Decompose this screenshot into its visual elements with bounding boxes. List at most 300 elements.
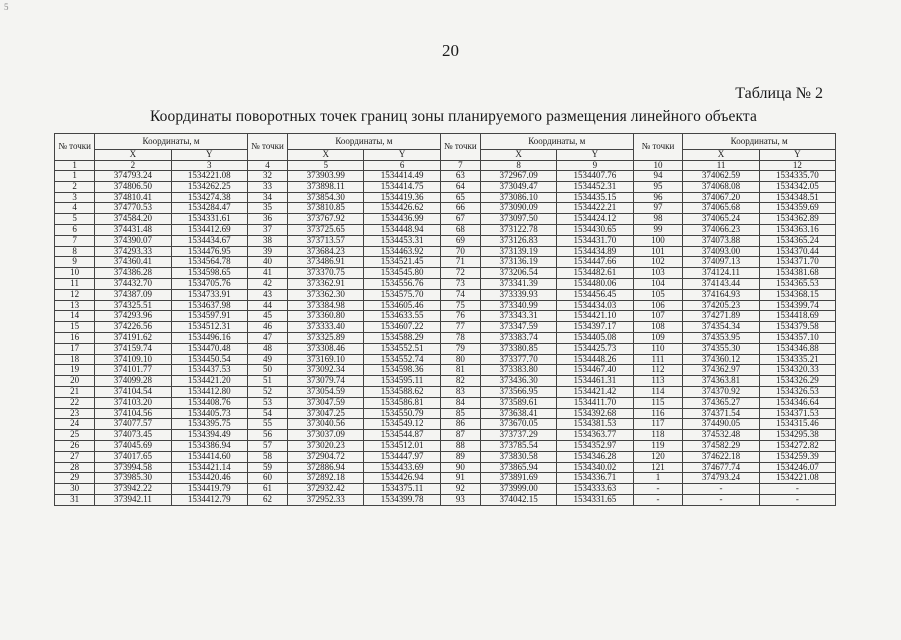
cell-point-no: 42: [247, 278, 287, 289]
table-row: [55, 311, 836, 322]
table-row: [55, 473, 836, 484]
cell-y-coord: 1534348.51: [759, 192, 835, 203]
cell-point-no: 82: [440, 376, 480, 387]
cell-y-coord: 1534419.79: [171, 484, 247, 495]
cell-x-coord: 374293.96: [95, 311, 171, 322]
cell-x-coord: 373737.29: [480, 430, 556, 441]
cell-y-coord: 1534370.44: [759, 246, 835, 257]
cell-point-no: 118: [633, 430, 683, 441]
cell-y-coord: 1534411.70: [557, 397, 633, 408]
cell-y-coord: 1534422.21: [557, 203, 633, 214]
cell-point-no: 9: [55, 257, 95, 268]
cell-y-coord: 1534326.29: [759, 376, 835, 387]
cell-y-coord: 1534597.91: [171, 311, 247, 322]
cell-point-no: 22: [55, 397, 95, 408]
cell-y-coord: 1534434.03: [557, 300, 633, 311]
cell-point-no: 13: [55, 300, 95, 311]
cell-y-coord: 1534346.88: [759, 343, 835, 354]
cell-x-coord: 374205.23: [683, 300, 759, 311]
cell-y-coord: 1534598.65: [171, 268, 247, 279]
column-number: 2: [95, 160, 171, 171]
cell-point-no: 99: [633, 224, 683, 235]
cell-x-coord: 374226.56: [95, 322, 171, 333]
cell-x-coord: 373370.75: [288, 268, 364, 279]
table-row: [55, 332, 836, 343]
cell-y-coord: 1534421.42: [557, 386, 633, 397]
table-row: [55, 451, 836, 462]
cell-point-no: 65: [440, 192, 480, 203]
cell-point-no: 52: [247, 386, 287, 397]
cell-point-no: 58: [247, 451, 287, 462]
cell-y-coord: 1534448.94: [364, 224, 440, 235]
cell-y-coord: 1534331.65: [557, 494, 633, 505]
cell-y-coord: 1534512.01: [364, 440, 440, 451]
cell-y-coord: 1534431.70: [557, 235, 633, 246]
cell-x-coord: 374806.50: [95, 181, 171, 192]
cell-x-coord: 373383.74: [480, 332, 556, 343]
cell-x-coord: 374370.92: [683, 386, 759, 397]
cell-point-no: 43: [247, 289, 287, 300]
cell-point-no: 28: [55, 462, 95, 473]
cell-point-no: 109: [633, 332, 683, 343]
cell-y-coord: 1534433.69: [364, 462, 440, 473]
table-row: [55, 376, 836, 387]
cell-point-no: 81: [440, 365, 480, 376]
cell-point-no: 34: [247, 192, 287, 203]
cell-point-no: 31: [55, 494, 95, 505]
cell-point-no: 3: [55, 192, 95, 203]
cell-point-no: 68: [440, 224, 480, 235]
cell-y-coord: 1534335.70: [759, 171, 835, 182]
cell-x-coord: 372952.33: [288, 494, 364, 505]
cell-point-no: 45: [247, 311, 287, 322]
cell-y-coord: 1534463.92: [364, 246, 440, 257]
cell-x-coord: 374271.89: [683, 311, 759, 322]
cell-point-no: 105: [633, 289, 683, 300]
header-coordinates: Координаты, м: [480, 134, 633, 150]
scan-corner-mark: 5: [4, 2, 9, 12]
cell-y-coord: 1534336.71: [557, 473, 633, 484]
cell-point-no: 104: [633, 278, 683, 289]
cell-point-no: 44: [247, 300, 287, 311]
cell-point-no: 117: [633, 419, 683, 430]
cell-x-coord: 374387.09: [95, 289, 171, 300]
cell-x-coord: 373903.99: [288, 171, 364, 182]
cell-point-no: 25: [55, 430, 95, 441]
cell-y-coord: 1534394.49: [171, 430, 247, 441]
cell-point-no: -: [633, 494, 683, 505]
page-number: 20: [442, 41, 459, 60]
cell-x-coord: 373340.99: [480, 300, 556, 311]
cell-y-coord: 1534414.60: [171, 451, 247, 462]
table-row: [55, 484, 836, 495]
table-row: [55, 192, 836, 203]
cell-x-coord: 374068.08: [683, 181, 759, 192]
cell-point-no: 48: [247, 343, 287, 354]
cell-point-no: 1: [633, 473, 683, 484]
table-row: [55, 203, 836, 214]
cell-y-coord: 1534414.75: [364, 181, 440, 192]
cell-x-coord: 374677.74: [683, 462, 759, 473]
cell-point-no: 80: [440, 354, 480, 365]
cell-point-no: 30: [55, 484, 95, 495]
cell-x-coord: 374124.11: [683, 268, 759, 279]
cell-point-no: 38: [247, 235, 287, 246]
column-number: 9: [557, 160, 633, 171]
cell-point-no: 39: [247, 246, 287, 257]
cell-point-no: 116: [633, 408, 683, 419]
column-number: 1: [55, 160, 95, 171]
cell-y-coord: 1534420.46: [171, 473, 247, 484]
cell-point-no: 29: [55, 473, 95, 484]
cell-x-coord: 373713.57: [288, 235, 364, 246]
cell-y-coord: 1534320.33: [759, 365, 835, 376]
cell-y-coord: 1534381.53: [557, 419, 633, 430]
table-label: Таблица № 2: [735, 85, 823, 102]
cell-x-coord: 374353.95: [683, 332, 759, 343]
cell-x-coord: 374293.33: [95, 246, 171, 257]
cell-x-coord: 372932.42: [288, 484, 364, 495]
cell-y-coord: 1534340.02: [557, 462, 633, 473]
cell-x-coord: 374077.57: [95, 419, 171, 430]
table-row: [55, 181, 836, 192]
cell-y-coord: 1534461.31: [557, 376, 633, 387]
cell-x-coord: 374490.05: [683, 419, 759, 430]
column-number: 10: [633, 160, 683, 171]
cell-x-coord: 374386.28: [95, 268, 171, 279]
cell-point-no: 69: [440, 235, 480, 246]
cell-x-coord: 373047.25: [288, 408, 364, 419]
cell-x-coord: 374582.29: [683, 440, 759, 451]
cell-y-coord: 1534544.87: [364, 430, 440, 441]
cell-point-no: 103: [633, 268, 683, 279]
cell-y-coord: 1534564.78: [171, 257, 247, 268]
cell-point-no: 11: [55, 278, 95, 289]
cell-y-coord: 1534381.68: [759, 268, 835, 279]
cell-y-coord: 1534399.74: [759, 300, 835, 311]
table-row: [55, 440, 836, 451]
cell-point-no: 98: [633, 214, 683, 225]
cell-point-no: 83: [440, 386, 480, 397]
cell-point-no: 112: [633, 365, 683, 376]
column-number-row: [55, 160, 836, 171]
table-row: [55, 343, 836, 354]
cell-y-coord: 1534448.26: [557, 354, 633, 365]
cell-x-coord: 373169.10: [288, 354, 364, 365]
table-body: [55, 171, 836, 506]
cell-y-coord: 1534575.70: [364, 289, 440, 300]
cell-point-no: 88: [440, 440, 480, 451]
cell-x-coord: 373999.00: [480, 484, 556, 495]
cell-x-coord: 374355.30: [683, 343, 759, 354]
cell-point-no: 15: [55, 322, 95, 333]
cell-point-no: 60: [247, 473, 287, 484]
table-row: [55, 235, 836, 246]
cell-y-coord: 1534246.07: [759, 462, 835, 473]
cell-x-coord: 374017.65: [95, 451, 171, 462]
cell-point-no: 110: [633, 343, 683, 354]
cell-y-coord: 1534418.69: [759, 311, 835, 322]
cell-y-coord: 1534521.45: [364, 257, 440, 268]
cell-y-coord: 1534434.89: [557, 246, 633, 257]
cell-y-coord: 1534588.62: [364, 386, 440, 397]
cell-x-coord: 374104.54: [95, 386, 171, 397]
cell-y-coord: 1534552.74: [364, 354, 440, 365]
cell-point-no: 40: [247, 257, 287, 268]
cell-x-coord: 373865.94: [480, 462, 556, 473]
cell-x-coord: 374159.74: [95, 343, 171, 354]
cell-x-coord: 373126.83: [480, 235, 556, 246]
cell-point-no: 63: [440, 171, 480, 182]
column-number: 11: [683, 160, 759, 171]
cell-y-coord: 1534346.28: [557, 451, 633, 462]
cell-point-no: 119: [633, 440, 683, 451]
header-x: X: [95, 150, 171, 161]
table-row: [55, 268, 836, 279]
cell-x-coord: 373942.11: [95, 494, 171, 505]
cell-x-coord: 373339.93: [480, 289, 556, 300]
table-row: [55, 224, 836, 235]
table-row: [55, 289, 836, 300]
cell-x-coord: 373086.10: [480, 192, 556, 203]
cell-x-coord: -: [683, 494, 759, 505]
cell-y-coord: 1534450.54: [171, 354, 247, 365]
cell-point-no: 41: [247, 268, 287, 279]
cell-x-coord: 374325.51: [95, 300, 171, 311]
cell-point-no: 113: [633, 376, 683, 387]
cell-y-coord: 1534335.21: [759, 354, 835, 365]
cell-point-no: 56: [247, 430, 287, 441]
cell-y-coord: 1534365.24: [759, 235, 835, 246]
cell-x-coord: 373854.30: [288, 192, 364, 203]
cell-x-coord: 374354.34: [683, 322, 759, 333]
cell-point-no: 100: [633, 235, 683, 246]
cell-point-no: 2: [55, 181, 95, 192]
cell-point-no: 27: [55, 451, 95, 462]
cell-y-coord: 1534371.53: [759, 408, 835, 419]
cell-y-coord: 1534588.29: [364, 332, 440, 343]
cell-point-no: 73: [440, 278, 480, 289]
cell-point-no: 36: [247, 214, 287, 225]
table-row: [55, 322, 836, 333]
cell-point-no: 78: [440, 332, 480, 343]
cell-y-coord: 1534221.08: [759, 473, 835, 484]
cell-y-coord: 1534386.94: [171, 440, 247, 451]
cell-y-coord: 1534435.15: [557, 192, 633, 203]
cell-x-coord: 374810.41: [95, 192, 171, 203]
cell-y-coord: 1534705.76: [171, 278, 247, 289]
cell-y-coord: 1534476.95: [171, 246, 247, 257]
column-number: 7: [440, 160, 480, 171]
cell-y-coord: 1534733.91: [171, 289, 247, 300]
cell-x-coord: 374067.20: [683, 192, 759, 203]
cell-y-coord: 1534414.49: [364, 171, 440, 182]
cell-x-coord: 374045.69: [95, 440, 171, 451]
cell-x-coord: 373333.40: [288, 322, 364, 333]
header-point-no: № точки: [440, 134, 480, 161]
header-x: X: [480, 150, 556, 161]
cell-y-coord: 1534405.73: [171, 408, 247, 419]
cell-point-no: 120: [633, 451, 683, 462]
cell-point-no: 79: [440, 343, 480, 354]
cell-y-coord: 1534368.15: [759, 289, 835, 300]
cell-x-coord: 373079.74: [288, 376, 364, 387]
cell-x-coord: 372967.09: [480, 171, 556, 182]
cell-x-coord: 373638.41: [480, 408, 556, 419]
cell-point-no: 77: [440, 322, 480, 333]
cell-y-coord: 1534371.70: [759, 257, 835, 268]
cell-x-coord: 373380.85: [480, 343, 556, 354]
cell-point-no: 91: [440, 473, 480, 484]
header-x: X: [683, 150, 759, 161]
cell-y-coord: 1534437.53: [171, 365, 247, 376]
cell-y-coord: 1534550.79: [364, 408, 440, 419]
cell-point-no: 6: [55, 224, 95, 235]
cell-y-coord: 1534412.80: [171, 386, 247, 397]
cell-x-coord: -: [683, 484, 759, 495]
cell-point-no: 24: [55, 419, 95, 430]
cell-x-coord: 374101.77: [95, 365, 171, 376]
column-number: 12: [759, 160, 835, 171]
cell-point-no: 35: [247, 203, 287, 214]
cell-y-coord: 1534456.45: [557, 289, 633, 300]
cell-point-no: 107: [633, 311, 683, 322]
cell-y-coord: 1534272.82: [759, 440, 835, 451]
header-coordinates: Координаты, м: [683, 134, 836, 150]
cell-point-no: -: [633, 484, 683, 495]
cell-y-coord: 1534397.17: [557, 322, 633, 333]
table-row: [55, 408, 836, 419]
cell-y-coord: 1534363.77: [557, 430, 633, 441]
cell-x-coord: 373942.22: [95, 484, 171, 495]
cell-x-coord: 374532.48: [683, 430, 759, 441]
cell-y-coord: 1534512.31: [171, 322, 247, 333]
cell-y-coord: 1534346.64: [759, 397, 835, 408]
cell-x-coord: 373136.19: [480, 257, 556, 268]
cell-point-no: 23: [55, 408, 95, 419]
cell-point-no: 62: [247, 494, 287, 505]
cell-y-coord: 1534259.39: [759, 451, 835, 462]
cell-x-coord: 374065.24: [683, 214, 759, 225]
cell-point-no: 85: [440, 408, 480, 419]
cell-x-coord: 374104.56: [95, 408, 171, 419]
cell-x-coord: 374097.13: [683, 257, 759, 268]
cell-point-no: 33: [247, 181, 287, 192]
column-number: 4: [247, 160, 287, 171]
cell-y-coord: 1534598.36: [364, 365, 440, 376]
cell-x-coord: 374191.62: [95, 332, 171, 343]
cell-point-no: 97: [633, 203, 683, 214]
cell-x-coord: 373341.39: [480, 278, 556, 289]
cell-point-no: 59: [247, 462, 287, 473]
cell-y-coord: 1534421.20: [171, 376, 247, 387]
cell-point-no: 19: [55, 365, 95, 376]
cell-x-coord: 373891.69: [480, 473, 556, 484]
column-number: 3: [171, 160, 247, 171]
cell-x-coord: 372886.94: [288, 462, 364, 473]
cell-point-no: 17: [55, 343, 95, 354]
cell-point-no: 94: [633, 171, 683, 182]
cell-point-no: 4: [55, 203, 95, 214]
cell-x-coord: 373092.34: [288, 365, 364, 376]
cell-y-coord: 1534419.36: [364, 192, 440, 203]
header-x: X: [288, 150, 364, 161]
cell-x-coord: 374793.24: [683, 473, 759, 484]
cell-point-no: 90: [440, 462, 480, 473]
cell-y-coord: 1534453.31: [364, 235, 440, 246]
cell-y-coord: 1534426.94: [364, 473, 440, 484]
cell-y-coord: 1534379.58: [759, 322, 835, 333]
table-row: [55, 365, 836, 376]
cell-y-coord: 1534595.11: [364, 376, 440, 387]
cell-y-coord: -: [759, 494, 835, 505]
cell-point-no: 76: [440, 311, 480, 322]
column-number: 6: [364, 160, 440, 171]
cell-point-no: 53: [247, 397, 287, 408]
cell-x-coord: 373360.80: [288, 311, 364, 322]
cell-y-coord: 1534447.97: [364, 451, 440, 462]
column-number: 5: [288, 160, 364, 171]
cell-x-coord: 373377.70: [480, 354, 556, 365]
cell-x-coord: 373308.46: [288, 343, 364, 354]
cell-x-coord: 374360.12: [683, 354, 759, 365]
cell-point-no: 92: [440, 484, 480, 495]
cell-x-coord: 373020.23: [288, 440, 364, 451]
cell-x-coord: 374584.20: [95, 214, 171, 225]
table-row: [55, 257, 836, 268]
cell-x-coord: 374622.18: [683, 451, 759, 462]
cell-x-coord: 373206.54: [480, 268, 556, 279]
table-row: [55, 354, 836, 365]
cell-x-coord: 373810.85: [288, 203, 364, 214]
cell-x-coord: 373994.58: [95, 462, 171, 473]
cell-x-coord: 374103.20: [95, 397, 171, 408]
cell-y-coord: 1534408.76: [171, 397, 247, 408]
cell-y-coord: 1534274.38: [171, 192, 247, 203]
cell-y-coord: 1534357.10: [759, 332, 835, 343]
cell-y-coord: 1534430.65: [557, 224, 633, 235]
cell-point-no: 21: [55, 386, 95, 397]
cell-x-coord: 373670.05: [480, 419, 556, 430]
cell-point-no: 10: [55, 268, 95, 279]
cell-x-coord: 374432.70: [95, 278, 171, 289]
cell-point-no: 32: [247, 171, 287, 182]
cell-x-coord: 373767.92: [288, 214, 364, 225]
cell-point-no: 96: [633, 192, 683, 203]
cell-x-coord: 373040.56: [288, 419, 364, 430]
cell-x-coord: 373122.78: [480, 224, 556, 235]
cell-y-coord: 1534556.76: [364, 278, 440, 289]
cell-x-coord: 374164.93: [683, 289, 759, 300]
cell-x-coord: 373589.61: [480, 397, 556, 408]
header-point-no: № точки: [247, 134, 287, 161]
cell-x-coord: 373898.11: [288, 181, 364, 192]
cell-y-coord: 1534342.05: [759, 181, 835, 192]
cell-y-coord: 1534412.69: [171, 224, 247, 235]
cell-point-no: 93: [440, 494, 480, 505]
table-header: [55, 134, 836, 171]
cell-x-coord: 373343.31: [480, 311, 556, 322]
cell-y-coord: 1534262.25: [171, 181, 247, 192]
cell-x-coord: 373785.54: [480, 440, 556, 451]
table-row: [55, 214, 836, 225]
cell-y-coord: 1534395.75: [171, 419, 247, 430]
cell-point-no: 111: [633, 354, 683, 365]
cell-x-coord: 373139.19: [480, 246, 556, 257]
cell-y-coord: 1534399.78: [364, 494, 440, 505]
cell-y-coord: 1534586.81: [364, 397, 440, 408]
cell-point-no: 54: [247, 408, 287, 419]
